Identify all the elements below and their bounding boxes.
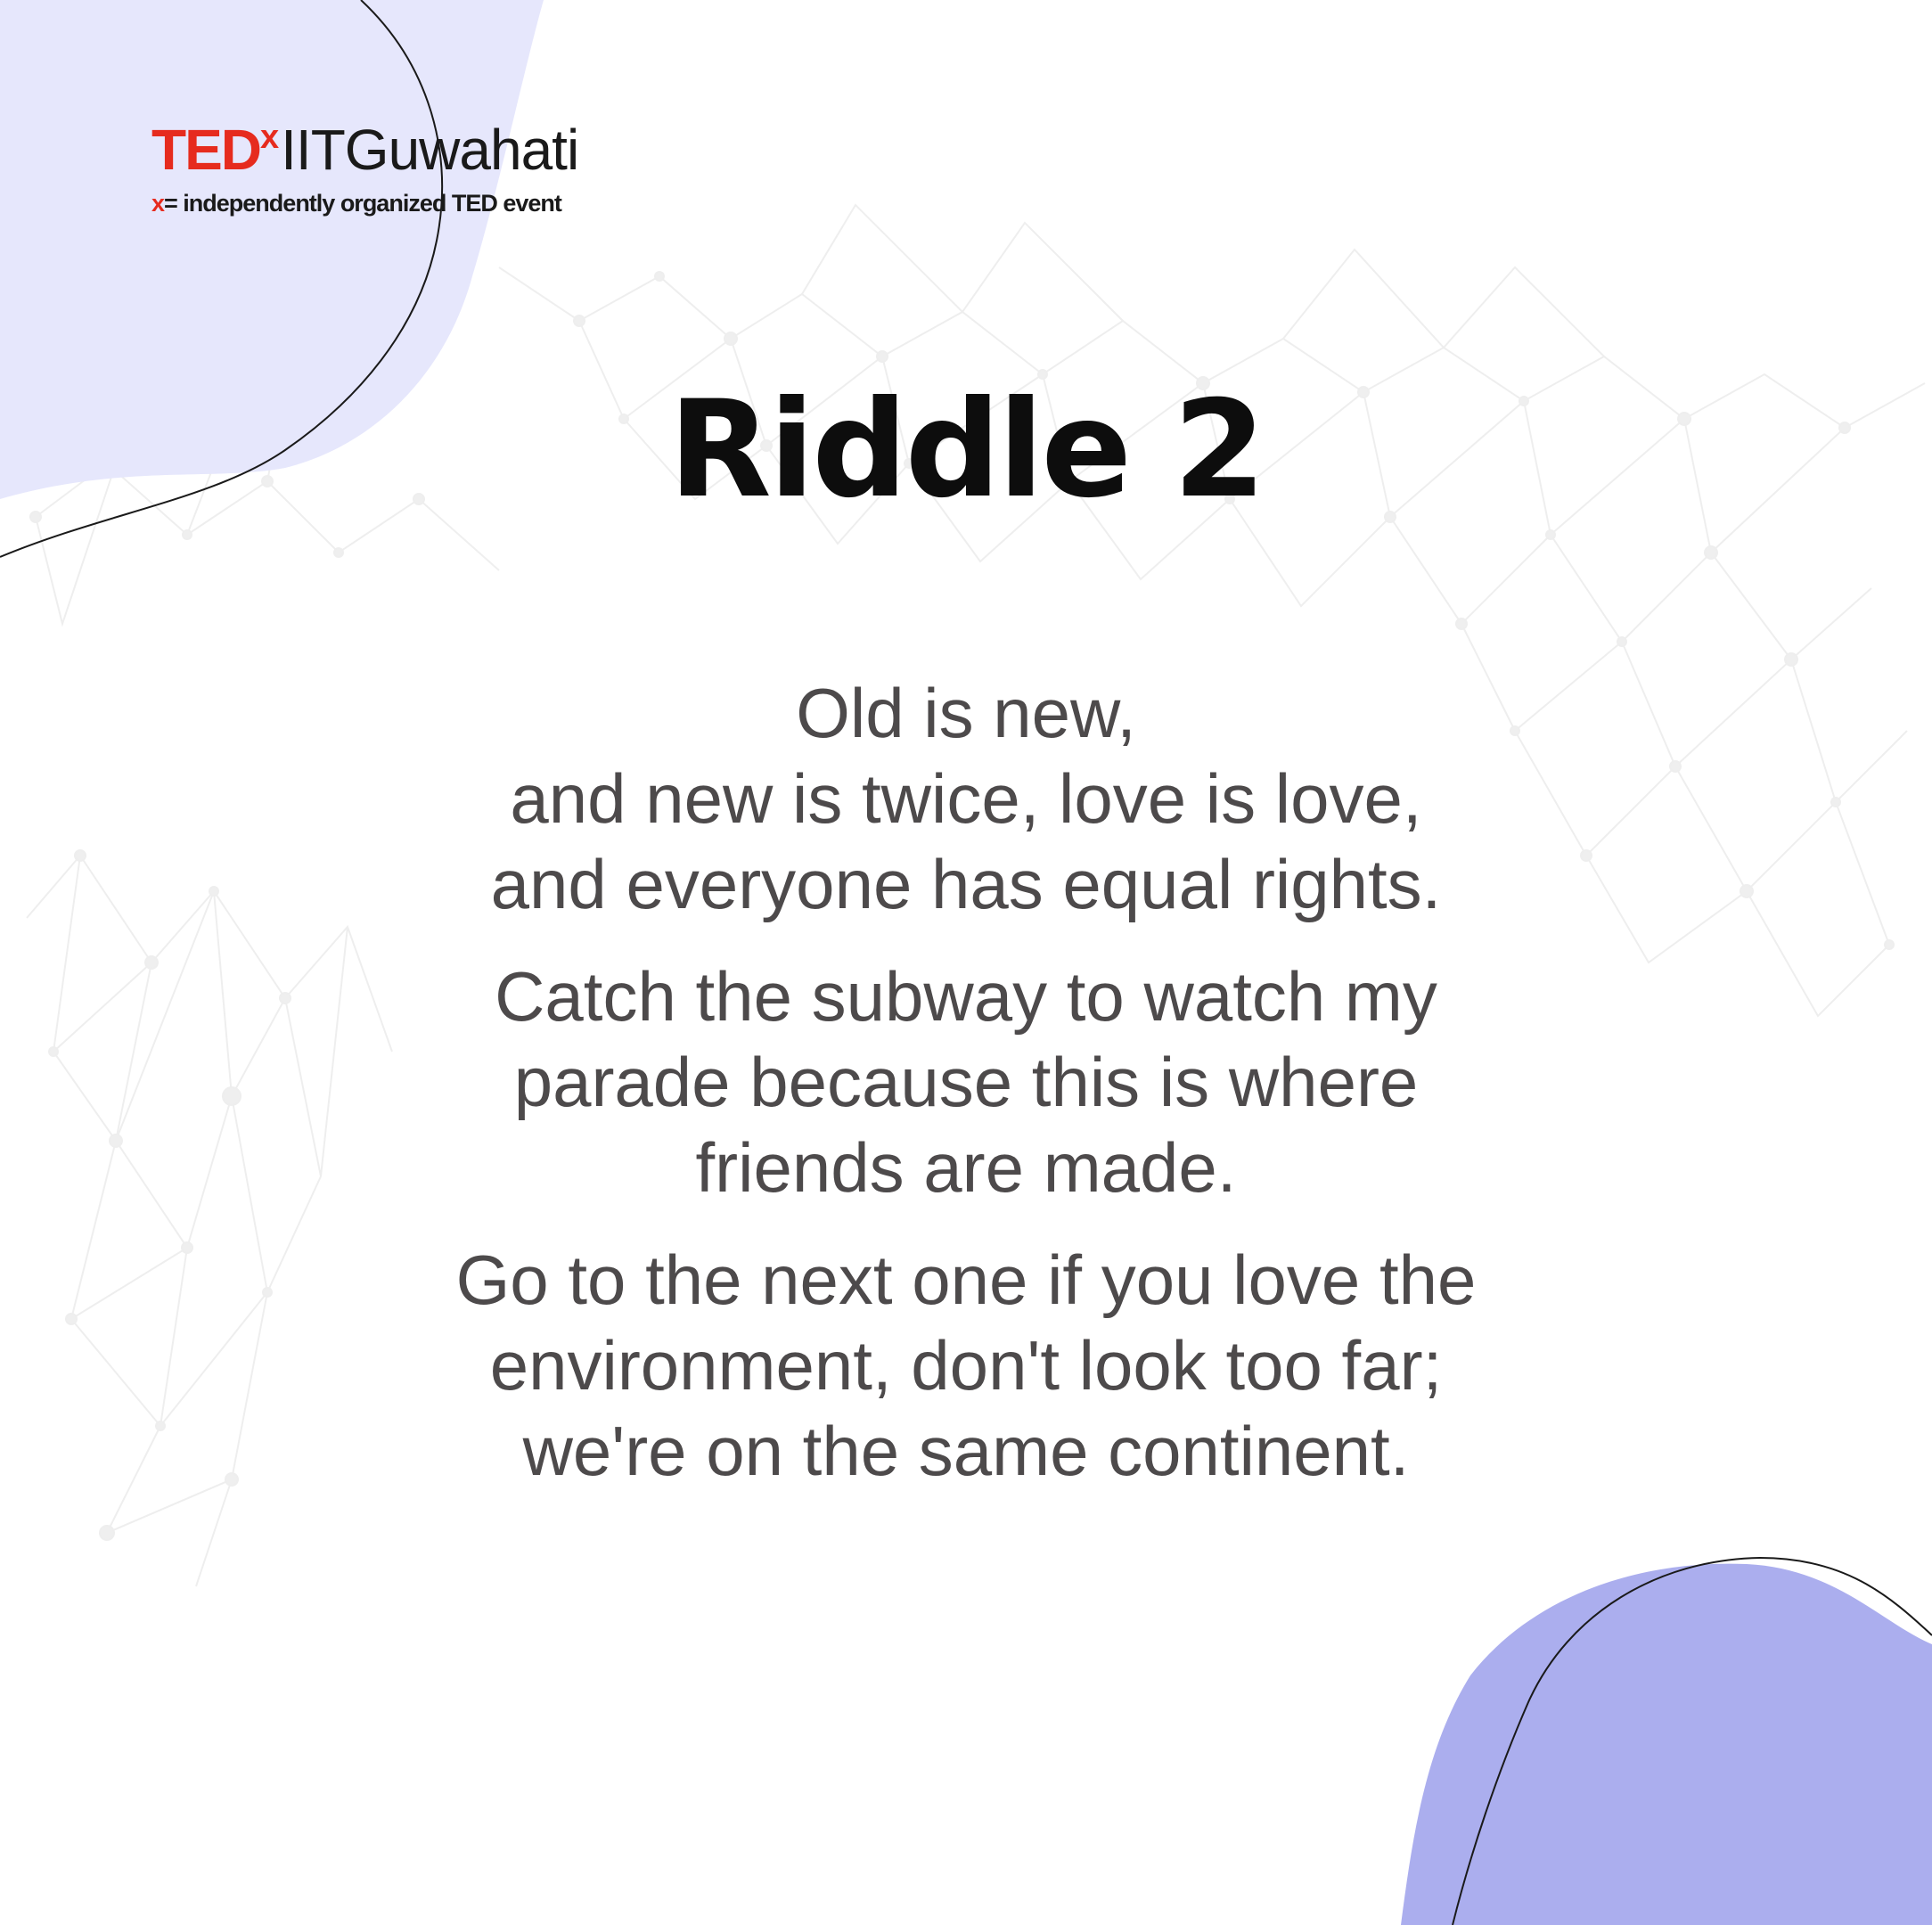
tedx-logo	[151, 120, 597, 217]
stanza-line: and everyone has equal rights.	[490, 845, 1442, 923]
riddle-text	[0, 670, 1932, 1520]
logo-tagline-x: x	[151, 190, 165, 217]
stanza-line: and new is twice, love is love,	[510, 759, 1422, 838]
stanza-line: environment, don't look too far;	[489, 1326, 1443, 1405]
stanza-line: Catch the subway to watch my	[495, 957, 1437, 1036]
logo-wordmark	[151, 120, 597, 188]
stanza-line: we're on the same continent.	[522, 1412, 1410, 1490]
stanza-2	[0, 954, 1932, 1210]
stanza-line: friends are made.	[695, 1128, 1237, 1207]
logo-tagline-text: = independently organized TED event	[164, 190, 561, 217]
bottom-right-blob	[1401, 1564, 1932, 1925]
logo-x-mark: x	[260, 119, 280, 156]
logo-ted: TED	[151, 118, 260, 182]
stanza-line: Go to the next one if you love the	[455, 1241, 1477, 1319]
stanza-line: Old is new,	[796, 674, 1136, 752]
logo-organizer: IITGuwahati	[281, 118, 579, 182]
stanza-3	[0, 1237, 1932, 1494]
stanza-line: parade because this is where	[513, 1043, 1419, 1121]
page-title: Riddle 2	[668, 373, 1264, 528]
stanza-1	[0, 670, 1932, 927]
logo-tagline	[151, 190, 597, 217]
